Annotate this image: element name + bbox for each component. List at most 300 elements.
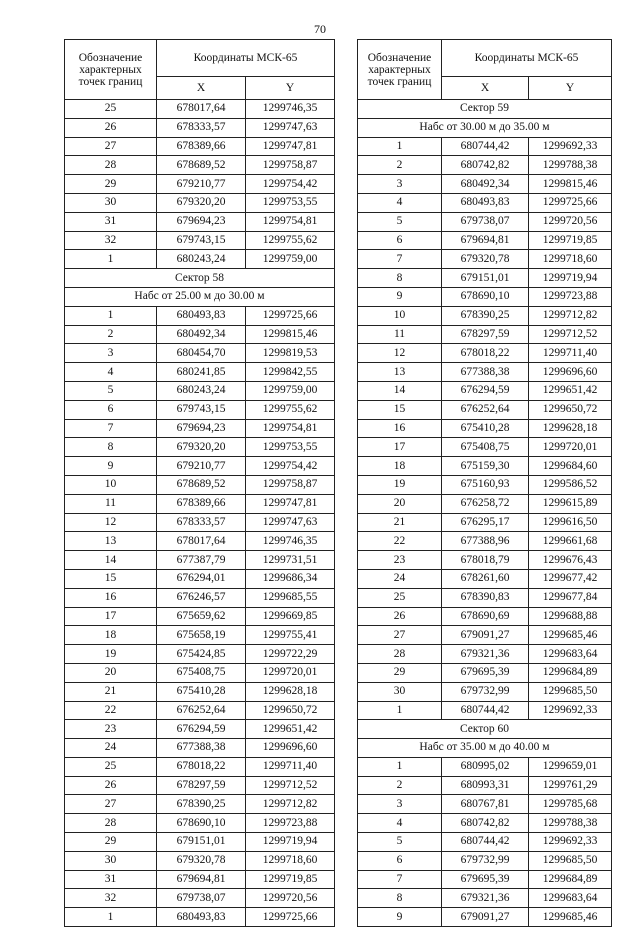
point-number-cell: 30 (358, 682, 442, 701)
y-coordinate-cell: 1299725,66 (246, 908, 335, 927)
table-row (65, 100, 335, 119)
point-number-cell: 20 (358, 494, 442, 513)
table-row (358, 776, 612, 795)
y-coordinate-cell: 1299719,94 (529, 269, 612, 288)
table-row (65, 532, 335, 551)
x-coordinate-cell: 680742,82 (442, 156, 529, 175)
point-number-cell: 8 (358, 269, 442, 288)
y-coordinate-cell: 1299761,29 (529, 776, 612, 795)
x-coordinate-cell: 680493,83 (157, 908, 246, 927)
point-number-cell: 4 (358, 193, 442, 212)
section-title: Набс от 25.00 м до 30.00 м (65, 287, 335, 306)
point-number-cell: 1 (358, 757, 442, 776)
x-coordinate-cell: 679321,36 (442, 889, 529, 908)
y-coordinate-cell: 1299725,66 (529, 193, 612, 212)
y-coordinate-cell: 1299758,87 (246, 156, 335, 175)
y-coordinate-cell: 1299758,87 (246, 475, 335, 494)
x-coordinate-cell: 678261,60 (442, 569, 529, 588)
point-number-cell: 16 (358, 419, 442, 438)
point-number-cell: 14 (65, 551, 157, 570)
y-coordinate-cell: 1299628,18 (246, 682, 335, 701)
x-coordinate-cell: 678390,25 (157, 795, 246, 814)
y-coordinate-cell: 1299754,81 (246, 212, 335, 231)
y-coordinate-cell: 1299815,46 (529, 175, 612, 194)
point-number-cell: 16 (65, 588, 157, 607)
x-coordinate-cell: 676246,57 (157, 588, 246, 607)
y-coordinate-cell: 1299688,88 (529, 607, 612, 626)
x-coordinate-cell: 678018,22 (157, 757, 246, 776)
point-number-cell: 31 (65, 870, 157, 889)
x-coordinate-cell: 678017,64 (157, 532, 246, 551)
point-number-cell: 5 (358, 833, 442, 852)
point-number-cell: 13 (358, 363, 442, 382)
table-row (358, 325, 612, 344)
table-row (358, 833, 612, 852)
y-coordinate-cell: 1299661,68 (529, 532, 612, 551)
table-row (65, 814, 335, 833)
point-number-cell: 13 (65, 532, 157, 551)
x-coordinate-cell: 678689,52 (157, 156, 246, 175)
table-row (358, 419, 612, 438)
y-coordinate-cell: 1299720,01 (529, 438, 612, 457)
x-coordinate-cell: 675159,30 (442, 457, 529, 476)
point-number-cell: 4 (358, 814, 442, 833)
section-row (358, 118, 612, 137)
y-coordinate-cell: 1299754,42 (246, 175, 335, 194)
y-coordinate-cell: 1299683,64 (529, 645, 612, 664)
y-coordinate-cell: 1299712,82 (529, 306, 612, 325)
table-row (65, 193, 335, 212)
table-row (358, 344, 612, 363)
x-coordinate-cell: 678333,57 (157, 118, 246, 137)
table-row (65, 344, 335, 363)
x-coordinate-cell: 680492,34 (157, 325, 246, 344)
y-coordinate-cell: 1299815,46 (246, 325, 335, 344)
x-coordinate-cell: 680243,24 (157, 381, 246, 400)
point-number-cell: 1 (65, 306, 157, 325)
x-coordinate-cell: 679695,39 (442, 663, 529, 682)
x-coordinate-cell: 678017,64 (157, 100, 246, 119)
section-title: Сектор 60 (358, 720, 612, 739)
x-coordinate-cell: 679738,07 (442, 212, 529, 231)
table-row (358, 212, 612, 231)
x-coordinate-cell: 679743,15 (157, 400, 246, 419)
table-row (358, 250, 612, 269)
y-coordinate-cell: 1299720,56 (529, 212, 612, 231)
x-coordinate-cell: 675408,75 (442, 438, 529, 457)
table-row (358, 438, 612, 457)
table-row (65, 400, 335, 419)
table-row (358, 381, 612, 400)
point-number-cell: 6 (65, 400, 157, 419)
x-coordinate-cell: 680744,42 (442, 701, 529, 720)
point-number-cell: 12 (65, 513, 157, 532)
y-coordinate-cell: 1299586,52 (529, 475, 612, 494)
x-coordinate-cell: 680993,31 (442, 776, 529, 795)
y-coordinate-cell: 1299718,60 (529, 250, 612, 269)
table-row (358, 457, 612, 476)
x-coordinate-cell: 678389,66 (157, 137, 246, 156)
table-row (358, 814, 612, 833)
table-row (65, 494, 335, 513)
header-point-designation: Обозначение характерных точек границ (65, 40, 157, 100)
table-row (65, 739, 335, 758)
coordinates-table-right (357, 39, 612, 927)
y-coordinate-cell: 1299685,50 (529, 851, 612, 870)
table-row (358, 757, 612, 776)
y-coordinate-cell: 1299753,55 (246, 193, 335, 212)
section-title: Сектор 59 (358, 100, 612, 119)
page-number: 70 (314, 22, 326, 36)
table-row (358, 626, 612, 645)
x-coordinate-cell: 678390,83 (442, 588, 529, 607)
y-coordinate-cell: 1299731,51 (246, 551, 335, 570)
point-number-cell: 25 (358, 588, 442, 607)
table-row (65, 833, 335, 852)
table-row (65, 870, 335, 889)
y-coordinate-cell: 1299659,01 (529, 757, 612, 776)
coordinates-table-left (64, 39, 335, 927)
x-coordinate-cell: 675160,93 (442, 475, 529, 494)
point-number-cell: 14 (358, 381, 442, 400)
point-number-cell: 18 (65, 626, 157, 645)
table-row (65, 212, 335, 231)
table-row (358, 363, 612, 382)
point-number-cell: 12 (358, 344, 442, 363)
y-coordinate-cell: 1299615,89 (529, 494, 612, 513)
table-body-right (358, 100, 612, 927)
table-row (358, 306, 612, 325)
y-coordinate-cell: 1299746,35 (246, 532, 335, 551)
point-number-cell: 29 (358, 663, 442, 682)
x-coordinate-cell: 675408,75 (157, 663, 246, 682)
x-coordinate-cell: 679320,20 (157, 438, 246, 457)
point-number-cell: 21 (358, 513, 442, 532)
x-coordinate-cell: 675658,19 (157, 626, 246, 645)
y-coordinate-cell: 1299723,88 (246, 814, 335, 833)
y-coordinate-cell: 1299788,38 (529, 156, 612, 175)
point-number-cell: 1 (65, 908, 157, 927)
table-row (65, 795, 335, 814)
section-title: Сектор 58 (65, 269, 335, 288)
table-row (65, 231, 335, 250)
y-coordinate-cell: 1299686,34 (246, 569, 335, 588)
y-coordinate-cell: 1299712,82 (246, 795, 335, 814)
x-coordinate-cell: 677387,79 (157, 551, 246, 570)
x-coordinate-cell: 679694,81 (442, 231, 529, 250)
point-number-cell: 10 (358, 306, 442, 325)
x-coordinate-cell: 677388,96 (442, 532, 529, 551)
table-row (65, 588, 335, 607)
y-coordinate-cell: 1299755,62 (246, 231, 335, 250)
point-number-cell: 6 (358, 851, 442, 870)
x-coordinate-cell: 677388,38 (442, 363, 529, 382)
section-row (65, 269, 335, 288)
x-coordinate-cell: 679320,20 (157, 193, 246, 212)
table-row (358, 889, 612, 908)
table-row (65, 682, 335, 701)
y-coordinate-cell: 1299696,60 (246, 739, 335, 758)
y-coordinate-cell: 1299747,63 (246, 118, 335, 137)
y-coordinate-cell: 1299719,94 (246, 833, 335, 852)
point-number-cell: 17 (65, 607, 157, 626)
section-row (358, 739, 612, 758)
table-row (358, 607, 612, 626)
point-number-cell: 3 (65, 344, 157, 363)
table-row (358, 663, 612, 682)
x-coordinate-cell: 679738,07 (157, 889, 246, 908)
y-coordinate-cell: 1299754,42 (246, 457, 335, 476)
x-coordinate-cell: 676252,64 (442, 400, 529, 419)
point-number-cell: 31 (65, 212, 157, 231)
table-row (65, 175, 335, 194)
table-row (65, 513, 335, 532)
table-row (65, 701, 335, 720)
table-row (65, 306, 335, 325)
y-coordinate-cell: 1299677,42 (529, 569, 612, 588)
point-number-cell: 29 (65, 175, 157, 194)
point-number-cell: 2 (358, 776, 442, 795)
point-number-cell: 27 (65, 795, 157, 814)
x-coordinate-cell: 679320,78 (157, 851, 246, 870)
y-coordinate-cell: 1299677,84 (529, 588, 612, 607)
x-coordinate-cell: 678018,79 (442, 551, 529, 570)
x-coordinate-cell: 679694,23 (157, 419, 246, 438)
x-coordinate-cell: 678297,59 (157, 776, 246, 795)
table-row (358, 588, 612, 607)
y-coordinate-cell: 1299785,68 (529, 795, 612, 814)
point-number-cell: 9 (358, 287, 442, 306)
y-coordinate-cell: 1299753,55 (246, 438, 335, 457)
table-row (65, 118, 335, 137)
x-coordinate-cell: 680493,83 (442, 193, 529, 212)
x-coordinate-cell: 679694,23 (157, 212, 246, 231)
y-coordinate-cell: 1299685,46 (529, 908, 612, 927)
point-number-cell: 18 (358, 457, 442, 476)
x-coordinate-cell: 679091,27 (442, 908, 529, 927)
point-number-cell: 8 (65, 438, 157, 457)
y-coordinate-cell: 1299685,46 (529, 626, 612, 645)
point-number-cell: 1 (65, 250, 157, 269)
section-row (358, 720, 612, 739)
y-coordinate-cell: 1299719,85 (246, 870, 335, 889)
point-number-cell: 21 (65, 682, 157, 701)
header-point-designation: Обозначение характерных точек границ (358, 40, 442, 100)
point-number-cell: 28 (358, 645, 442, 664)
point-number-cell: 3 (358, 795, 442, 814)
table-row (65, 607, 335, 626)
x-coordinate-cell: 675410,28 (442, 419, 529, 438)
x-coordinate-cell: 680492,34 (442, 175, 529, 194)
point-number-cell: 8 (358, 889, 442, 908)
y-coordinate-cell: 1299712,52 (246, 776, 335, 795)
y-coordinate-cell: 1299696,60 (529, 363, 612, 382)
table-row (65, 250, 335, 269)
table-row (358, 569, 612, 588)
x-coordinate-cell: 678390,25 (442, 306, 529, 325)
y-coordinate-cell: 1299711,40 (529, 344, 612, 363)
point-number-cell: 1 (358, 137, 442, 156)
y-coordinate-cell: 1299692,33 (529, 137, 612, 156)
table-row (65, 851, 335, 870)
table-row (358, 795, 612, 814)
y-coordinate-cell: 1299651,42 (529, 381, 612, 400)
x-coordinate-cell: 680744,42 (442, 833, 529, 852)
table-row (358, 494, 612, 513)
y-coordinate-cell: 1299747,63 (246, 513, 335, 532)
x-coordinate-cell: 680742,82 (442, 814, 529, 833)
point-number-cell: 2 (65, 325, 157, 344)
table-row (65, 626, 335, 645)
y-coordinate-cell: 1299685,55 (246, 588, 335, 607)
x-coordinate-cell: 680767,81 (442, 795, 529, 814)
y-coordinate-cell: 1299711,40 (246, 757, 335, 776)
point-number-cell: 32 (65, 889, 157, 908)
header-y: Y (529, 77, 612, 100)
x-coordinate-cell: 679694,81 (157, 870, 246, 889)
y-coordinate-cell: 1299676,43 (529, 551, 612, 570)
point-number-cell: 23 (65, 720, 157, 739)
x-coordinate-cell: 678018,22 (442, 344, 529, 363)
point-number-cell: 5 (358, 212, 442, 231)
x-coordinate-cell: 680241,85 (157, 363, 246, 382)
point-number-cell: 1 (358, 701, 442, 720)
table-row (358, 870, 612, 889)
x-coordinate-cell: 678297,59 (442, 325, 529, 344)
section-row (358, 100, 612, 119)
table-row (65, 569, 335, 588)
x-coordinate-cell: 679210,77 (157, 457, 246, 476)
y-coordinate-cell: 1299650,72 (529, 400, 612, 419)
point-number-cell: 24 (65, 739, 157, 758)
point-number-cell: 7 (65, 419, 157, 438)
point-number-cell: 26 (358, 607, 442, 626)
table-row (65, 551, 335, 570)
table-body-left (65, 100, 335, 927)
x-coordinate-cell: 676294,01 (157, 569, 246, 588)
table-row (358, 532, 612, 551)
x-coordinate-cell: 677388,38 (157, 739, 246, 758)
y-coordinate-cell: 1299685,50 (529, 682, 612, 701)
y-coordinate-cell: 1299723,88 (529, 287, 612, 306)
x-coordinate-cell: 675424,85 (157, 645, 246, 664)
y-coordinate-cell: 1299720,01 (246, 663, 335, 682)
point-number-cell: 19 (358, 475, 442, 494)
y-coordinate-cell: 1299712,52 (529, 325, 612, 344)
y-coordinate-cell: 1299692,33 (529, 833, 612, 852)
table-row (358, 137, 612, 156)
point-number-cell: 17 (358, 438, 442, 457)
table-row (358, 908, 612, 927)
table-row (65, 325, 335, 344)
y-coordinate-cell: 1299746,35 (246, 100, 335, 119)
point-number-cell: 4 (65, 363, 157, 382)
header-coordinates: Координаты МСК-65 (157, 40, 335, 77)
point-number-cell: 24 (358, 569, 442, 588)
table-row (65, 381, 335, 400)
table-row (65, 720, 335, 739)
point-number-cell: 22 (65, 701, 157, 720)
point-number-cell: 2 (358, 156, 442, 175)
table-row (358, 287, 612, 306)
x-coordinate-cell: 678689,52 (157, 475, 246, 494)
section-title: Набс от 30.00 м до 35.00 м (358, 118, 612, 137)
y-coordinate-cell: 1299754,81 (246, 419, 335, 438)
x-coordinate-cell: 679732,99 (442, 851, 529, 870)
y-coordinate-cell: 1299616,50 (529, 513, 612, 532)
point-number-cell: 26 (65, 118, 157, 137)
table-row (358, 513, 612, 532)
y-coordinate-cell: 1299819,53 (246, 344, 335, 363)
x-coordinate-cell: 678690,10 (157, 814, 246, 833)
x-coordinate-cell: 676295,17 (442, 513, 529, 532)
section-title: Набс от 35.00 м до 40.00 м (358, 739, 612, 758)
point-number-cell: 28 (65, 814, 157, 833)
header-x: X (157, 77, 246, 100)
y-coordinate-cell: 1299747,81 (246, 137, 335, 156)
y-coordinate-cell: 1299755,62 (246, 400, 335, 419)
point-number-cell: 26 (65, 776, 157, 795)
point-number-cell: 19 (65, 645, 157, 664)
table-row (65, 908, 335, 927)
x-coordinate-cell: 676252,64 (157, 701, 246, 720)
point-number-cell: 9 (65, 457, 157, 476)
table-row (65, 363, 335, 382)
point-number-cell: 11 (358, 325, 442, 344)
x-coordinate-cell: 676294,59 (442, 381, 529, 400)
table-row (358, 193, 612, 212)
point-number-cell: 29 (65, 833, 157, 852)
x-coordinate-cell: 679210,77 (157, 175, 246, 194)
header-x: X (442, 77, 529, 100)
point-number-cell: 15 (358, 400, 442, 419)
table-row (358, 551, 612, 570)
point-number-cell: 3 (358, 175, 442, 194)
y-coordinate-cell: 1299759,00 (246, 381, 335, 400)
y-coordinate-cell: 1299684,89 (529, 663, 612, 682)
x-coordinate-cell: 676294,59 (157, 720, 246, 739)
table-row (65, 663, 335, 682)
table-row (65, 645, 335, 664)
table-row (358, 269, 612, 288)
point-number-cell: 7 (358, 870, 442, 889)
table-row (358, 851, 612, 870)
y-coordinate-cell: 1299842,55 (246, 363, 335, 382)
x-coordinate-cell: 679695,39 (442, 870, 529, 889)
x-coordinate-cell: 675659,62 (157, 607, 246, 626)
x-coordinate-cell: 676258,72 (442, 494, 529, 513)
x-coordinate-cell: 679320,78 (442, 250, 529, 269)
header-coordinates: Координаты МСК-65 (442, 40, 612, 77)
point-number-cell: 30 (65, 851, 157, 870)
y-coordinate-cell: 1299720,56 (246, 889, 335, 908)
point-number-cell: 20 (65, 663, 157, 682)
table-row (65, 757, 335, 776)
table-row (358, 701, 612, 720)
table-row (358, 231, 612, 250)
x-coordinate-cell: 675410,28 (157, 682, 246, 701)
table-row (65, 889, 335, 908)
point-number-cell: 30 (65, 193, 157, 212)
y-coordinate-cell: 1299683,64 (529, 889, 612, 908)
table-row (65, 475, 335, 494)
point-number-cell: 27 (358, 626, 442, 645)
point-number-cell: 6 (358, 231, 442, 250)
y-coordinate-cell: 1299684,89 (529, 870, 612, 889)
table-row (358, 400, 612, 419)
y-coordinate-cell: 1299755,41 (246, 626, 335, 645)
point-number-cell: 23 (358, 551, 442, 570)
